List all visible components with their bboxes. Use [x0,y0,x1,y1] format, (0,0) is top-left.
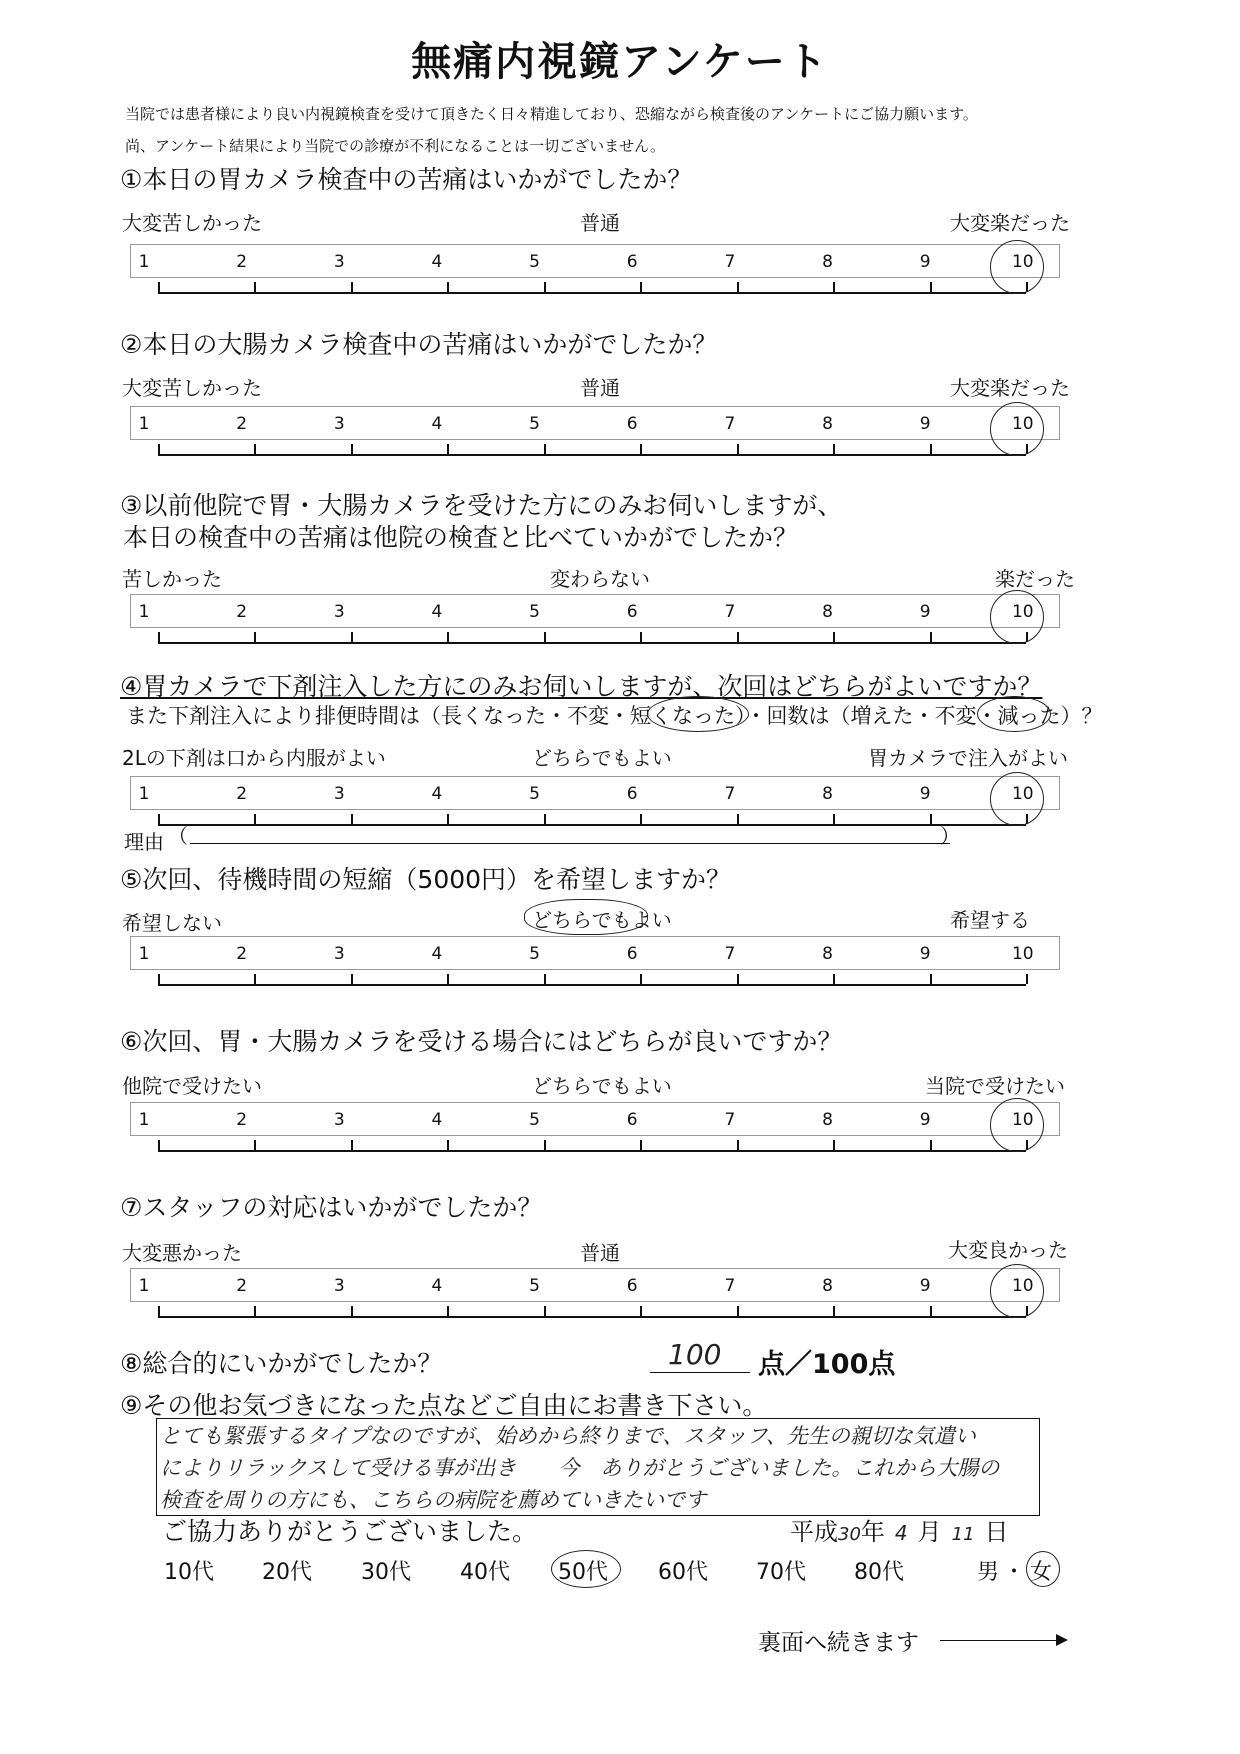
scale-tick [833,1306,835,1316]
age-option[interactable]: 70代 [756,1560,806,1585]
scale-number-2[interactable]: 2 [236,252,248,272]
scale-tick [930,1306,932,1316]
gender-male-option[interactable]: 男 [977,1560,1000,1585]
scale-tick [833,444,835,454]
scale-tick [254,1140,256,1150]
scale-tick [254,974,256,984]
scale-number-5[interactable]: 5 [529,944,540,964]
scale-number-9[interactable]: 9 [919,602,931,622]
scale-tick [158,1306,160,1316]
intro-line-2: 尚、アンケート結果により当院での診療が不利になることは一切ございません。 [125,137,666,155]
scale-number-7[interactable]: 7 [724,414,736,434]
circled-either-mark [524,899,648,935]
scale-number-9[interactable]: 9 [919,1276,931,1296]
scale-number-10[interactable]: 10 [1011,1276,1034,1296]
scale-tick [737,814,739,824]
scale-number-8[interactable]: 8 [822,1276,833,1296]
comment-line-1: とても緊張するタイプなのですが、始めから終りまで、スタッフ、先生の親切な気遣い [160,1424,976,1448]
scale-number-4[interactable]: 4 [431,1110,443,1130]
comment-line-2: によりリラックスして受ける事が出き 今 ありがとうございました。これから大腸の [160,1456,1000,1480]
scale-number-9[interactable]: 9 [919,414,931,434]
rating-scale[interactable] [130,936,1060,998]
circled-age-mark [551,1550,621,1588]
answer-circle-mark [990,590,1044,644]
reason-close-paren: ） [940,824,960,848]
question-1-center-label: 普通 [580,211,620,235]
scale-number-9[interactable]: 9 [919,252,931,272]
rating-scale[interactable] [130,406,1060,468]
scale-number-1[interactable]: 1 [138,1110,150,1130]
scale-number-6[interactable]: 6 [626,944,638,964]
scale-number-2[interactable]: 2 [236,944,248,964]
question-1-right-label: 大変楽だった [950,211,1070,235]
gender-separator: ・ [1003,1560,1026,1585]
scale-tick [351,282,353,292]
question-4-right-label: 胃カメラで注入がよい [868,746,1068,770]
scale-tick [737,974,739,984]
scale-number-8[interactable]: 8 [822,944,833,964]
age-option-selected[interactable]: 50代 [558,1560,608,1585]
scale-tick [351,444,353,454]
arrow-right-icon [1056,1634,1068,1646]
question-5-center-label: どちらでもよい [532,908,672,932]
question-9-title: ⑨その他お気づきになった点などご自由にお書き下さい。 [120,1391,768,1420]
scale-tick [930,974,932,984]
scale-number-8[interactable]: 8 [822,602,833,622]
question-4-left-label: 2Lの下剤は口から内服がよい [122,746,386,770]
question-2-right-label: 大変楽だった [950,376,1070,400]
date-year-unit: 年 [860,1518,885,1546]
scale-number-1[interactable]: 1 [138,252,150,272]
scale-tick [640,1140,642,1150]
rating-scale[interactable] [130,1268,1060,1330]
question-1-title: ①本日の胃カメラ検査中の苦痛はいかがでしたか？ [120,165,693,194]
scale-number-4[interactable]: 4 [431,252,443,272]
question-3-center-label: 変わらない [550,567,650,591]
age-option[interactable]: 40代 [460,1560,510,1585]
scale-number-7[interactable]: 7 [724,1276,736,1296]
date-day-value: 11 [951,1524,975,1545]
question-5-right-label: 希望する [950,908,1030,932]
scale-number-8[interactable]: 8 [822,252,833,272]
scale-tick [544,444,546,454]
age-option[interactable]: 80代 [854,1560,904,1585]
scale-tick [737,1306,739,1316]
circled-shorter-mark [647,696,749,732]
scale-number-4[interactable]: 4 [431,944,443,964]
scale-line [158,642,1026,644]
scale-tick [640,814,642,824]
scale-number-1[interactable]: 1 [138,784,150,804]
scale-line [158,292,1026,294]
age-option[interactable]: 10代 [164,1560,214,1585]
date-era: 平成 [790,1518,838,1546]
question-3-left-label: 苦しかった [122,567,222,591]
age-option[interactable]: 20代 [262,1560,312,1585]
scale-tick [833,1140,835,1150]
scale-number-10[interactable]: 10 [1011,1110,1034,1130]
scale-number-6[interactable]: 6 [626,414,638,434]
scale-number-3[interactable]: 3 [333,1276,345,1296]
scale-number-2[interactable]: 2 [236,784,248,804]
question-3-title-line-2: 本日の検査中の苦痛は他院の検査と比べていかがでしたか？ [123,523,799,552]
date-month-value: 4 [894,1521,908,1545]
scale-tick [930,282,932,292]
date-month-unit: 月 [917,1518,942,1546]
scale-number-1[interactable]: 1 [138,414,150,434]
scale-number-5[interactable]: 5 [529,602,540,622]
question-7-left-label: 大変悪かった [122,1241,242,1265]
continue-note: 裏面へ続きます [758,1630,919,1656]
scale-tick [833,282,835,292]
question-3-title-line-1: ③以前他院で胃・大腸カメラを受けた方にのみお伺いしますが、 [120,491,843,520]
answer-circle-mark [990,402,1044,456]
scale-tick [930,632,932,642]
scale-line [158,1150,1026,1152]
scale-tick [737,444,739,454]
question-3-right-label: 楽だった [995,567,1075,591]
question-2-title: ②本日の大腸カメラ検査中の苦痛はいかがでしたか？ [120,330,718,359]
question-4-center-label: どちらでもよい [532,746,672,770]
rating-scale[interactable] [130,244,1060,306]
scale-number-4[interactable]: 4 [431,784,443,804]
scale-tick [158,444,160,454]
question-7-center-label: 普通 [580,1241,620,1265]
scale-number-1[interactable]: 1 [138,944,150,964]
age-option[interactable]: 60代 [658,1560,708,1585]
scale-number-2[interactable]: 2 [236,1276,248,1296]
question-6-left-label: 他院で受けたい [122,1074,262,1098]
scale-tick [640,444,642,454]
comment-line-3: 検査を周りの方にも、こちらの病院を薦めていきたいです [160,1488,706,1512]
scale-tick [254,814,256,824]
question-7-title: ⑦スタッフの対応はいかがでしたか？ [120,1193,543,1222]
reason-open-paren: （ [168,824,188,848]
scale-tick [158,282,160,292]
score-suffix: 点／100点 [758,1349,896,1380]
scale-line [158,454,1026,456]
scale-line [158,1316,1026,1318]
scale-tick [640,282,642,292]
arrow-line [940,1640,1060,1641]
scale-tick [930,1140,932,1150]
question-4-title: ④胃カメラで下剤注入した方にのみお伺いしますが、次回はどちらがよいですか？ [120,672,1043,701]
date-field [790,1512,1009,1547]
scale-tick [544,632,546,642]
scale-number-1[interactable]: 1 [138,1276,150,1296]
scale-tick [254,1306,256,1316]
scale-number-2[interactable]: 2 [236,414,248,434]
scale-tick [833,632,835,642]
scale-number-5[interactable]: 5 [529,1276,540,1296]
scale-tick [544,974,546,984]
scale-line [158,984,1026,986]
scale-tick [351,814,353,824]
scale-tick [351,1306,353,1316]
question-2-left-label: 大変苦しかった [122,376,262,400]
question-6-right-label: 当院で受けたい [925,1074,1065,1098]
scale-tick [447,282,449,292]
question-6-center-label: どちらでもよい [532,1074,672,1098]
scale-tick [544,814,546,824]
scale-number-7[interactable]: 7 [724,602,736,622]
scale-number-10[interactable]: 10 [1011,414,1034,434]
question-6-title: ⑥次回、胃・大腸カメラを受ける場合にはどちらが良いですか？ [120,1027,843,1056]
answer-circle-mark [990,1098,1044,1152]
scale-number-3[interactable]: 3 [333,784,345,804]
page-title: 無痛内視鏡アンケート [411,39,829,85]
scale-tick [544,282,546,292]
circled-gender-mark [1026,1551,1060,1587]
circled-fewer-mark [977,696,1051,732]
scale-tick [640,974,642,984]
scale-tick [351,1140,353,1150]
scale-number-3[interactable]: 3 [333,252,345,272]
scale-number-3[interactable]: 3 [333,602,345,622]
scale-number-5[interactable]: 5 [529,1110,540,1130]
scale-number-6[interactable]: 6 [626,252,638,272]
date-day-unit: 日 [984,1518,1009,1546]
scale-tick [254,444,256,454]
score-underline[interactable] [650,1372,750,1373]
scale-tick [737,632,739,642]
scale-number-6[interactable]: 6 [626,784,638,804]
scale-number-9[interactable]: 9 [919,944,931,964]
scale-number-8[interactable]: 8 [822,1110,833,1130]
rating-scale[interactable] [130,594,1060,656]
question-8-title: ⑧総合的にいかがでしたか？ [120,1349,443,1378]
scale-number-3[interactable]: 3 [333,944,345,964]
scale-tick [447,974,449,984]
scale-number-7[interactable]: 7 [724,252,736,272]
scale-tick [930,444,932,454]
answer-circle-mark [990,240,1044,294]
thanks-message: ご協力ありがとうございました。 [162,1517,538,1546]
scale-number-4[interactable]: 4 [431,1276,443,1296]
scale-number-7[interactable]: 7 [724,784,736,804]
scale-number-2[interactable]: 2 [236,602,248,622]
scale-tick [447,814,449,824]
scale-number-5[interactable]: 5 [529,252,540,272]
date-year-value: 30 [838,1524,861,1545]
scale-number-7[interactable]: 7 [724,1110,736,1130]
scale-number-8[interactable]: 8 [822,414,833,434]
age-option[interactable]: 30代 [361,1560,411,1585]
scale-number-3[interactable]: 3 [333,1110,345,1130]
scale-tick [833,974,835,984]
scale-number-10[interactable]: 10 [1011,252,1034,272]
answer-circle-mark [990,772,1044,826]
scale-tick [544,1306,546,1316]
reason-label: 理由 [124,830,164,854]
question-5-title: ⑤次回、待機時間の短縮（5000円）を希望しますか？ [120,865,732,894]
scale-tick [737,282,739,292]
total-score-value: 100 [668,1338,722,1371]
scale-tick [833,814,835,824]
scale-number-6[interactable]: 6 [626,1110,638,1130]
scale-tick [447,632,449,642]
rating-scale[interactable] [130,1102,1060,1164]
scale-tick [640,632,642,642]
question-4-subquestion: また下剤注入により排便時間は（長くなった・不変・短くなった）・回数は（増えた・不変・減った）？ [126,704,1103,728]
scale-tick [930,814,932,824]
intro-line-1: 当院では患者様により良い内視鏡検査を受けて頂きたく日々精進しており、恐縮ながら検査後のアンケートにご協力願います。 [125,105,978,123]
scale-number-4[interactable]: 4 [431,414,443,434]
scale-tick [254,282,256,292]
scale-number-10[interactable]: 10 [1011,784,1034,804]
scale-number-1[interactable]: 1 [138,602,150,622]
rating-scale[interactable] [130,776,1060,838]
scale-number-6[interactable]: 6 [626,602,638,622]
scale-tick [640,1306,642,1316]
scale-tick [158,974,160,984]
question-5-left-label: 希望しない [122,911,222,935]
scale-number-5[interactable]: 5 [529,414,540,434]
scale-number-9[interactable]: 9 [919,784,931,804]
scale-tick [158,632,160,642]
answer-circle-mark [990,1264,1044,1318]
scale-tick [447,1306,449,1316]
scale-number-7[interactable]: 7 [724,944,736,964]
scale-tick [544,1140,546,1150]
scale-number-4[interactable]: 4 [431,602,443,622]
scale-number-8[interactable]: 8 [822,784,833,804]
scale-tick [158,1140,160,1150]
question-1-left-label: 大変苦しかった [122,211,262,235]
scale-number-10[interactable]: 10 [1011,602,1034,622]
scale-tick [254,632,256,642]
scale-tick [351,632,353,642]
reason-input-line[interactable] [190,843,950,844]
scale-tick [737,1140,739,1150]
scale-number-3[interactable]: 3 [333,414,345,434]
scale-number-5[interactable]: 5 [529,784,540,804]
scale-tick [351,974,353,984]
scale-tick [158,814,160,824]
question-7-right-label: 大変良かった [948,1238,1068,1262]
gender-female-option[interactable]: 女 [1030,1560,1053,1585]
scale-tick [447,444,449,454]
scale-number-9[interactable]: 9 [919,1110,931,1130]
scale-line [158,824,1026,826]
scale-tick [447,1140,449,1150]
scale-number-10[interactable]: 10 [1011,944,1034,964]
scale-number-2[interactable]: 2 [236,1110,248,1130]
scale-tick [1026,974,1028,984]
scale-number-6[interactable]: 6 [626,1276,638,1296]
question-2-center-label: 普通 [580,376,620,400]
